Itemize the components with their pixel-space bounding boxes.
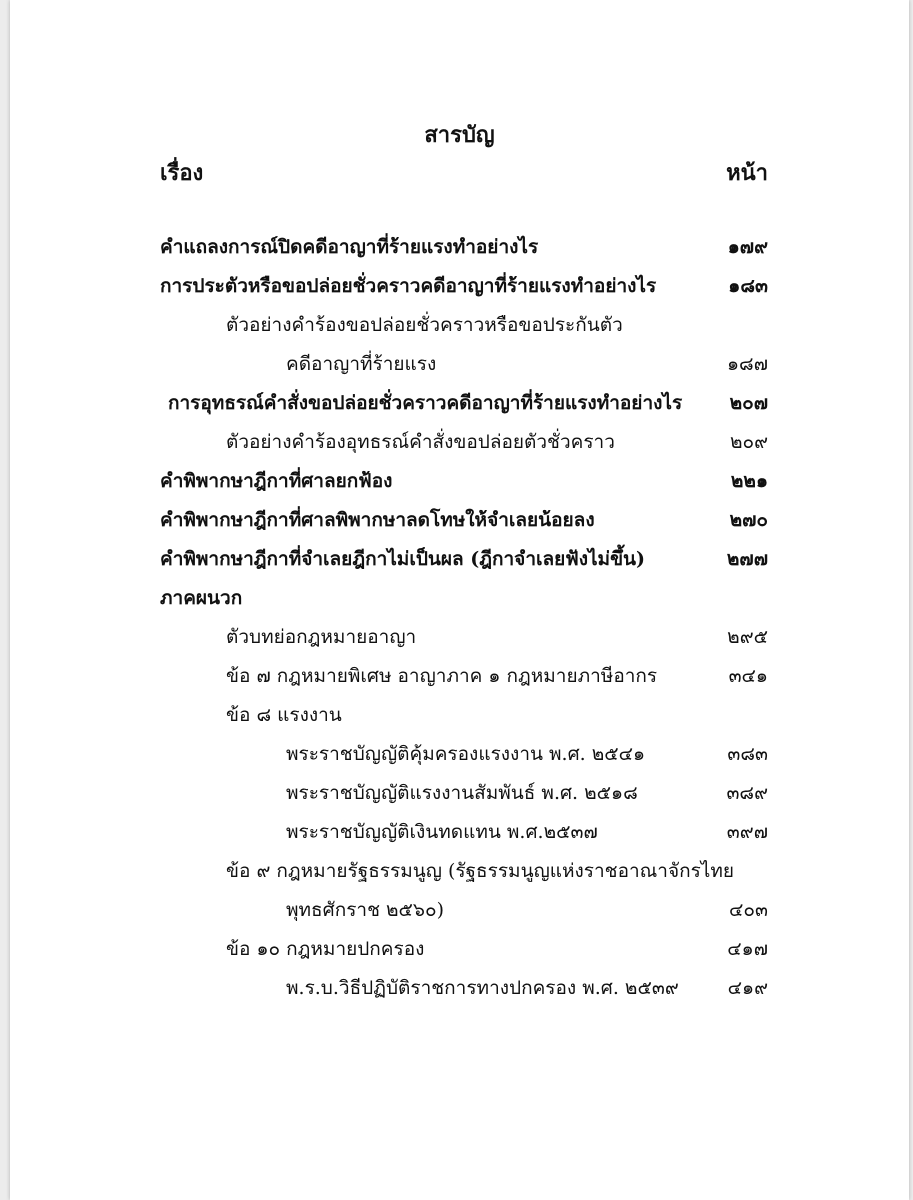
toc-entry-text: พุทธศักราช ๒๕๖๐) — [286, 899, 444, 921]
toc-entry-text: ข้อ ๑๐ กฎหมายปกครอง — [226, 938, 425, 960]
toc-entry-text: ตัวบทย่อกฎหมายอาญา — [226, 626, 417, 648]
toc-entry — [160, 464, 909, 498]
toc-entry — [226, 698, 909, 732]
toc-entry — [160, 230, 909, 264]
toc-entry — [160, 503, 909, 537]
toc-entry-text: ตัวอย่างคำร้องขอปล่อยชั่วคราวหรือขอประกันตัว — [226, 314, 623, 336]
toc-entry-text: ข้อ ๘ แรงงาน — [226, 704, 342, 726]
toc-entry-text: คำพิพากษาฎีกาที่จำเลยฎีกาไม่เป็นผล (ฎีกาจำเลยฟังไม่ขึ้น) — [160, 548, 646, 570]
toc-entry-text: พ.ร.บ.วิธีปฏิบัติราชการทางปกครอง พ.ศ. ๒๕๓๙ — [286, 977, 679, 999]
toc-entry-page: ๒๒๑ — [730, 470, 768, 492]
toc-entry-text: ภาคผนวก — [160, 587, 243, 609]
toc-entry-page: ๓๔๑ — [728, 665, 768, 687]
toc-entry-text: คำพิพากษาฎีกาที่ศาลยกฟ้อง — [160, 470, 393, 492]
toc-entry-page: ๑๘๓ — [728, 275, 768, 297]
toc-entry-page: ๑๘๗ — [726, 353, 768, 375]
toc-entry-page: ๓๘๙ — [726, 782, 768, 804]
toc-entry-text: พระราชบัญญัติคุ้มครองแรงงาน พ.ศ. ๒๕๔๑ — [286, 743, 646, 765]
toc-entry-page: ๔๑๙ — [727, 977, 768, 999]
toc-entry-text: การประตัวหรือขอปล่อยชั่วคราวคดีอาญาที่ร้ายแรงทำอย่างไร — [160, 275, 657, 297]
toc-entry-page: ๓๙๗ — [726, 821, 768, 843]
toc-entry — [286, 347, 909, 381]
toc-entry — [286, 737, 909, 771]
toc-section-heading — [160, 581, 909, 615]
toc-entry-page: ๒๙๕ — [727, 626, 768, 648]
toc-entry-page: ๔๐๓ — [729, 899, 768, 921]
toc-entry — [160, 542, 909, 576]
toc-entry-page: ๑๗๙ — [727, 236, 768, 258]
toc-entry — [168, 386, 909, 420]
toc-entry-page: ๓๘๓ — [727, 743, 768, 765]
toc-entry-text: ข้อ ๙ กฎหมายรัฐธรรมนูญ (รัฐธรรมนูญแห่งราชอาณาจักรไทย — [226, 860, 734, 882]
toc-entry-text: พระราชบัญญัติแรงงานสัมพันธ์ พ.ศ. ๒๕๑๘ — [286, 782, 638, 804]
toc-entry-text: คำพิพากษาฎีกาที่ศาลพิพากษาลดโทษให้จำเลยน้อยลง — [160, 509, 595, 531]
toc-entry — [226, 659, 909, 693]
toc-entry-text: คดีอาญาที่ร้ายแรง — [286, 353, 437, 375]
toc-entry — [226, 932, 909, 966]
toc-entry — [226, 308, 909, 342]
toc-entry-text: ข้อ ๗ กฎหมายพิเศษ อาญาภาค ๑ กฎหมายภาษีอากร — [226, 665, 658, 687]
toc-entry-page: ๒๐๗ — [729, 392, 768, 414]
toc-title: สารบัญ — [424, 122, 495, 148]
toc-entry — [286, 815, 909, 849]
toc-entry-page: ๒๗๐ — [729, 509, 768, 531]
toc-entry — [226, 854, 909, 888]
column-header-page: หน้า — [726, 160, 768, 186]
document-page — [10, 0, 909, 1200]
toc-entry-text: การอุทธรณ์คำสั่งขอปล่อยชั่วคราวคดีอาญาที่ร้ายแรงทำอย่างไร — [168, 392, 683, 414]
toc-entry-text: พระราชบัญญัติเงินทดแทน พ.ศ.๒๕๓๗ — [286, 821, 598, 843]
column-header-topic: เรื่อง — [160, 160, 204, 186]
toc-entry — [226, 620, 909, 654]
toc-entry — [286, 971, 909, 1005]
toc-entry — [286, 776, 909, 810]
toc-entry-page: ๒๐๙ — [729, 431, 768, 453]
toc-entry-text: คำแถลงการณ์ปิดคดีอาญาที่ร้ายแรงทำอย่างไร — [160, 236, 539, 258]
toc-entry-page: ๒๗๗ — [726, 548, 768, 570]
toc-entry-page: ๔๑๗ — [727, 938, 768, 960]
toc-entry — [160, 269, 909, 303]
toc-entry — [226, 425, 909, 459]
toc-entry — [286, 893, 909, 927]
toc-entry-text: ตัวอย่างคำร้องอุทธรณ์คำสั่งขอปล่อยตัวชั่วคราว — [226, 431, 615, 453]
